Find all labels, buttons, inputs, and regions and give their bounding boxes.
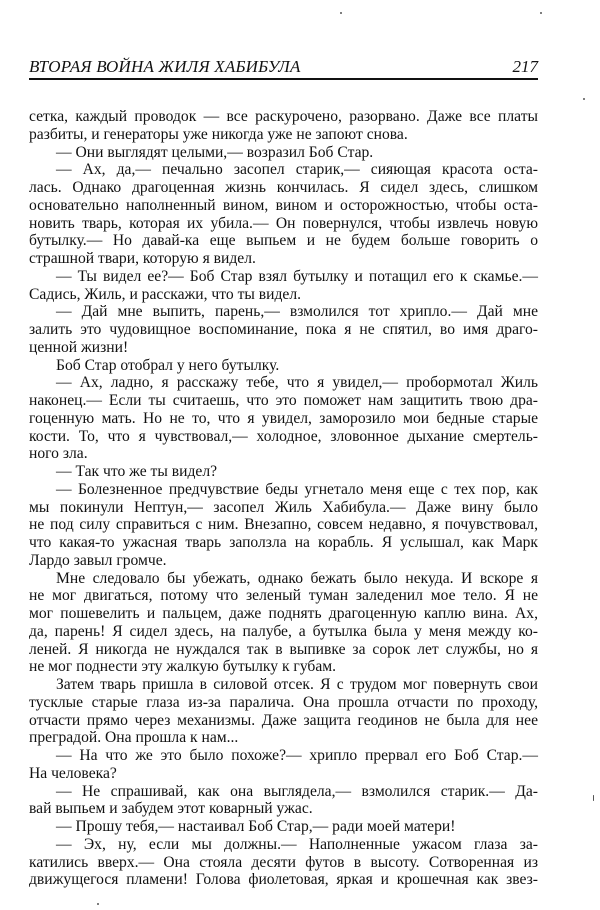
text-line: — Ах, да,— печально засопел старик,— сияющая красота оста- <box>56 161 538 179</box>
text-line: бутылку.— Но давай-ка еще выпьем и не будем больше говорить о <box>29 232 538 250</box>
page-number: 217 <box>512 57 538 76</box>
text-line: движущегося пламени! Голова фиолетовая, яркая и крошечная как звез- <box>29 871 538 889</box>
text-line: да, парень! Я сидел здесь, на палубе, а бутылка была у меня между ко- <box>29 622 538 640</box>
text-line: основательно наполненный вином, вином и осторожностью, чтобы оста- <box>29 196 538 214</box>
text-line: залить это чудовищное воспоминание, пока я не спятил, во имя драго- <box>29 321 538 338</box>
scan-speck <box>540 12 542 14</box>
text-line: — Болезненное предчувствие беды угнетало меня еще с тех пор, как <box>56 480 538 498</box>
running-title: ВТОРАЯ ВОЙНА ЖИЛЯ ХАБИБУЛА <box>29 57 301 76</box>
text-line: гоценную мать. Но не то, что я увидел, заморозило мои бедные старые <box>29 409 538 427</box>
text-line: — Ты видел ее?— Боб Стар взял бутылку и потащил его к скамье.— <box>56 267 538 285</box>
text-line: Боб Стар отобрал у него бутылку. <box>56 356 280 374</box>
scan-speck <box>593 795 594 801</box>
text-line: не мог поднести эту жалкую бутылку к губам. <box>29 658 337 676</box>
running-header <box>29 58 538 80</box>
scan-speck <box>97 903 99 905</box>
text-line: — Не спрашивай, как она выглядела,— взмолился старик.— Да- <box>56 782 538 800</box>
text-line: новить тварь, которая их убила.— Он повернулся, чтобы извлечь новую <box>29 214 538 232</box>
text-line: Садись, Жиль, и расскажи, что ты видел. <box>29 285 301 303</box>
text-line: мы покинули Нептун,— засопел Жиль Хабибула.— Даже вину было <box>29 498 538 516</box>
text-line: тусклые старые глаза из-за паралича. Она прошла отчасти по проходу, <box>29 693 538 711</box>
scan-speck <box>340 12 342 14</box>
text-line: мог пошевелить и пальцем, даже поднять драгоценную каплю вина. Ах, <box>29 605 538 622</box>
text-line: — Они выглядят целыми,— возразил Боб Стар. <box>56 143 374 161</box>
text-line: катились вверх.— Она стояла десяти футов в высоту. Сотворенная из <box>29 853 538 871</box>
text-line: не мог двигаться, потому что зеленый туман заледенил мое тело. Я не <box>29 587 538 605</box>
text-line: кости. То, что я чувствовал,— холодное, зловонное дыхание смертель- <box>29 427 538 445</box>
text-line: не под силу справиться с ним. Внезапно, совсем недавно, я почувствовал, <box>29 516 538 534</box>
text-line: — Эх, ну, если мы должны.— Наполненные ужасом глаза за- <box>56 835 538 853</box>
text-line: На человека? <box>29 764 117 782</box>
text-line: вай выпьем и забудем этот коварный ужас. <box>29 800 313 818</box>
text-line: — На что же это было похоже?— хрипло прервал его Боб Стар.— <box>56 747 538 764</box>
text-line: — Ах, ладно, я расскажу тебе, что я увидел,— пробормотал Жиль <box>56 374 538 392</box>
text-line: лась. Однако драгоценная жизнь кончилась. Я сидел здесь, слишком <box>29 179 538 196</box>
text-line: — Так что же ты видел? <box>56 463 218 480</box>
text-line: отчасти прямо через механизмы. Даже защита геодинов не была для нее <box>29 711 538 729</box>
text-line: леней. Я никогда не нуждался так в выпивке за сорок лет службы, но я <box>29 640 538 658</box>
text-line: страшной твари, которую я видел. <box>29 250 256 267</box>
page-body-text <box>29 108 538 889</box>
text-line: что какая-то ужасная тварь заползла на корабль. Я услышал, как Марк <box>29 534 538 551</box>
text-line: ценной жизни! <box>29 338 129 356</box>
text-line: сетка, каждый проводок — все раскурочено, разорвано. Даже все платы <box>29 108 538 125</box>
text-line: — Дай мне выпить, парень,— взмолился тот хрипло.— Дай мне <box>56 303 538 321</box>
text-line: преградой. Она прошла к нам... <box>29 729 239 747</box>
text-line: Лардо завыл громче. <box>29 551 167 569</box>
text-line: разбиты, и генераторы уже никогда уже не запоют снова. <box>29 125 408 143</box>
text-line: наконец.— Если ты считаешь, что это поможет нам защитить твою дра- <box>29 392 538 409</box>
text-line: Мне следовало бы убежать, однако бежать было некуда. И вскоре я <box>56 569 538 587</box>
text-line: Затем тварь пришла в силовой отсек. Я с трудом мог повернуть свои <box>56 676 538 693</box>
scan-speck <box>583 98 585 100</box>
text-line: — Прошу тебя,— настаивал Боб Стар,— ради моей матери! <box>56 818 456 835</box>
text-line: ного зла. <box>29 445 88 463</box>
